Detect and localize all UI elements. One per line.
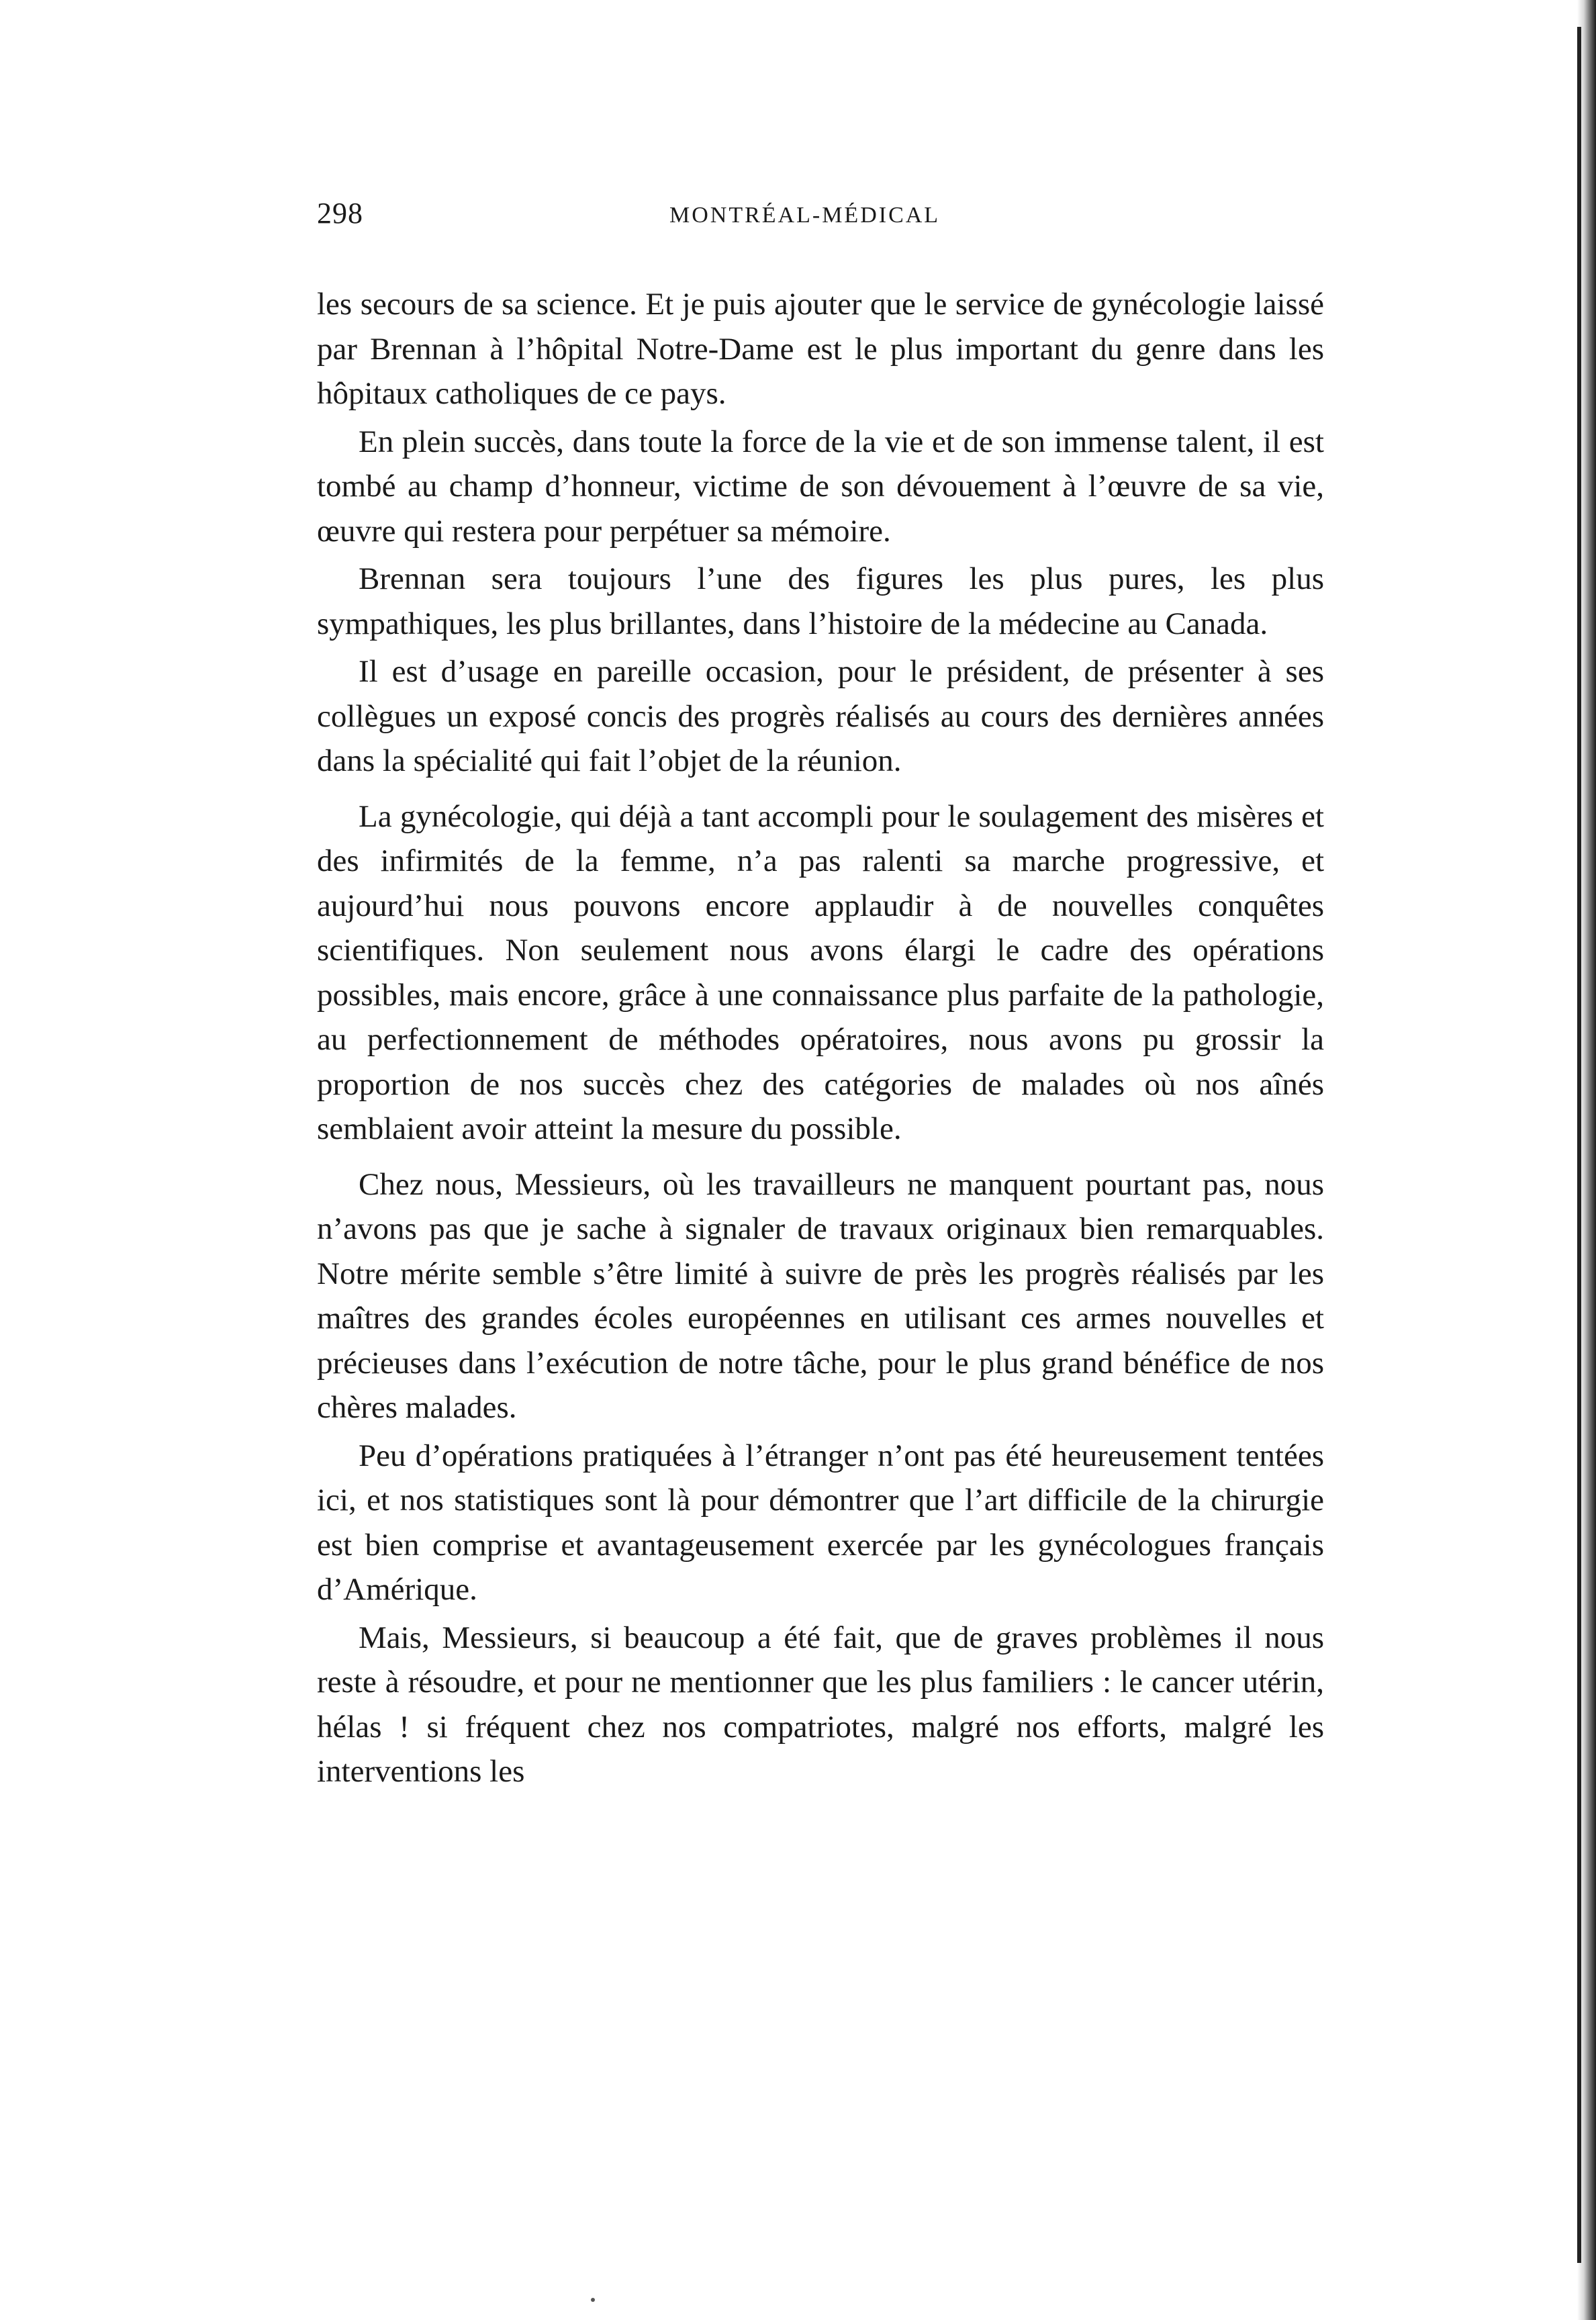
scan-speck	[591, 2298, 595, 2302]
page-number: 298	[317, 197, 363, 230]
paragraph: Chez nous, Messieurs, où les travailleurs ne manquent pourtant pas, nous n’avons pas que je sache à signaler de travaux originaux bien remarquables. Notre mérite semble s’être limité à suivre de près les progrès réalisés par les maîtres des grandes écoles européennes en utilisant ces armes nouvelles et précieuses dans l’exécution de notre tâche, pour le plus grand bénéfice de nos chères malades.	[317, 1166, 1324, 1425]
paragraph: En plein succès, dans toute la force de la vie et de son immense talent, il est tombé au champ d’honneur, victime de son dévouement à l’œuvre de sa vie, œuvre qui restera pour perpétuer sa mémoire.	[317, 424, 1324, 549]
paragraph: Mais, Messieurs, si beaucoup a été fait, que de graves problèmes il nous reste à résoudre, et pour ne mentionner que les plus familiers : le cancer utérin, hélas ! si fréquent chez nos compatriotes, malgré nos efforts, malgré les interventions les	[317, 1620, 1324, 1789]
running-head: MONTRÉAL-MÉDICAL	[669, 203, 941, 228]
paragraph: Il est d’usage en pareille occasion, pour le président, de présenter à ses collègues un exposé concis des progrès réalisés au cours des dernières années dans la spécialité qui fait l’objet de la réunion.	[317, 654, 1324, 778]
paragraph: Peu d’opérations pratiquées à l’étranger n’ont pas été heureusement tentées ici, et nos statistiques sont là pour démontrer que l’art difficile de la chirurgie est bien comprise et avantageusement exercée par les gynécologues français d’Amérique.	[317, 1438, 1324, 1607]
body-text	[317, 282, 1324, 1794]
page-binding-shadow	[1577, 27, 1581, 2263]
page-header	[317, 196, 1324, 236]
paragraph: La gynécologie, qui déjà a tant accompli pour le soulagement des misères et des infirmités de la femme, n’a pas ralenti sa marche progressive, et aujourd’hui nous pouvons encore applaudir à de nouvelles conquêtes scientifiques. Non seulement nous avons élargi le cadre des opérations possibles, mais encore, grâce à une connaissance plus parfaite de la pathologie, au perfectionnement de méthodes opératoires, nous avons pu grossir la proportion de nos succès chez des catégories de malades où nos aînés semblaient avoir atteint la mesure du possible.	[317, 798, 1324, 1146]
paragraph: Brennan sera toujours l’une des figures les plus pures, les plus sympathiques, les plus brillantes, dans l’histoire de la médecine au Canada.	[317, 561, 1324, 641]
paragraph-continuation: les secours de sa science. Et je puis ajouter que le service de gynécologie laissé par Brennan à l’hôpital Notre-Dame est le plus important du genre dans les hôpitaux catholiques de ce pays.	[317, 287, 1324, 411]
